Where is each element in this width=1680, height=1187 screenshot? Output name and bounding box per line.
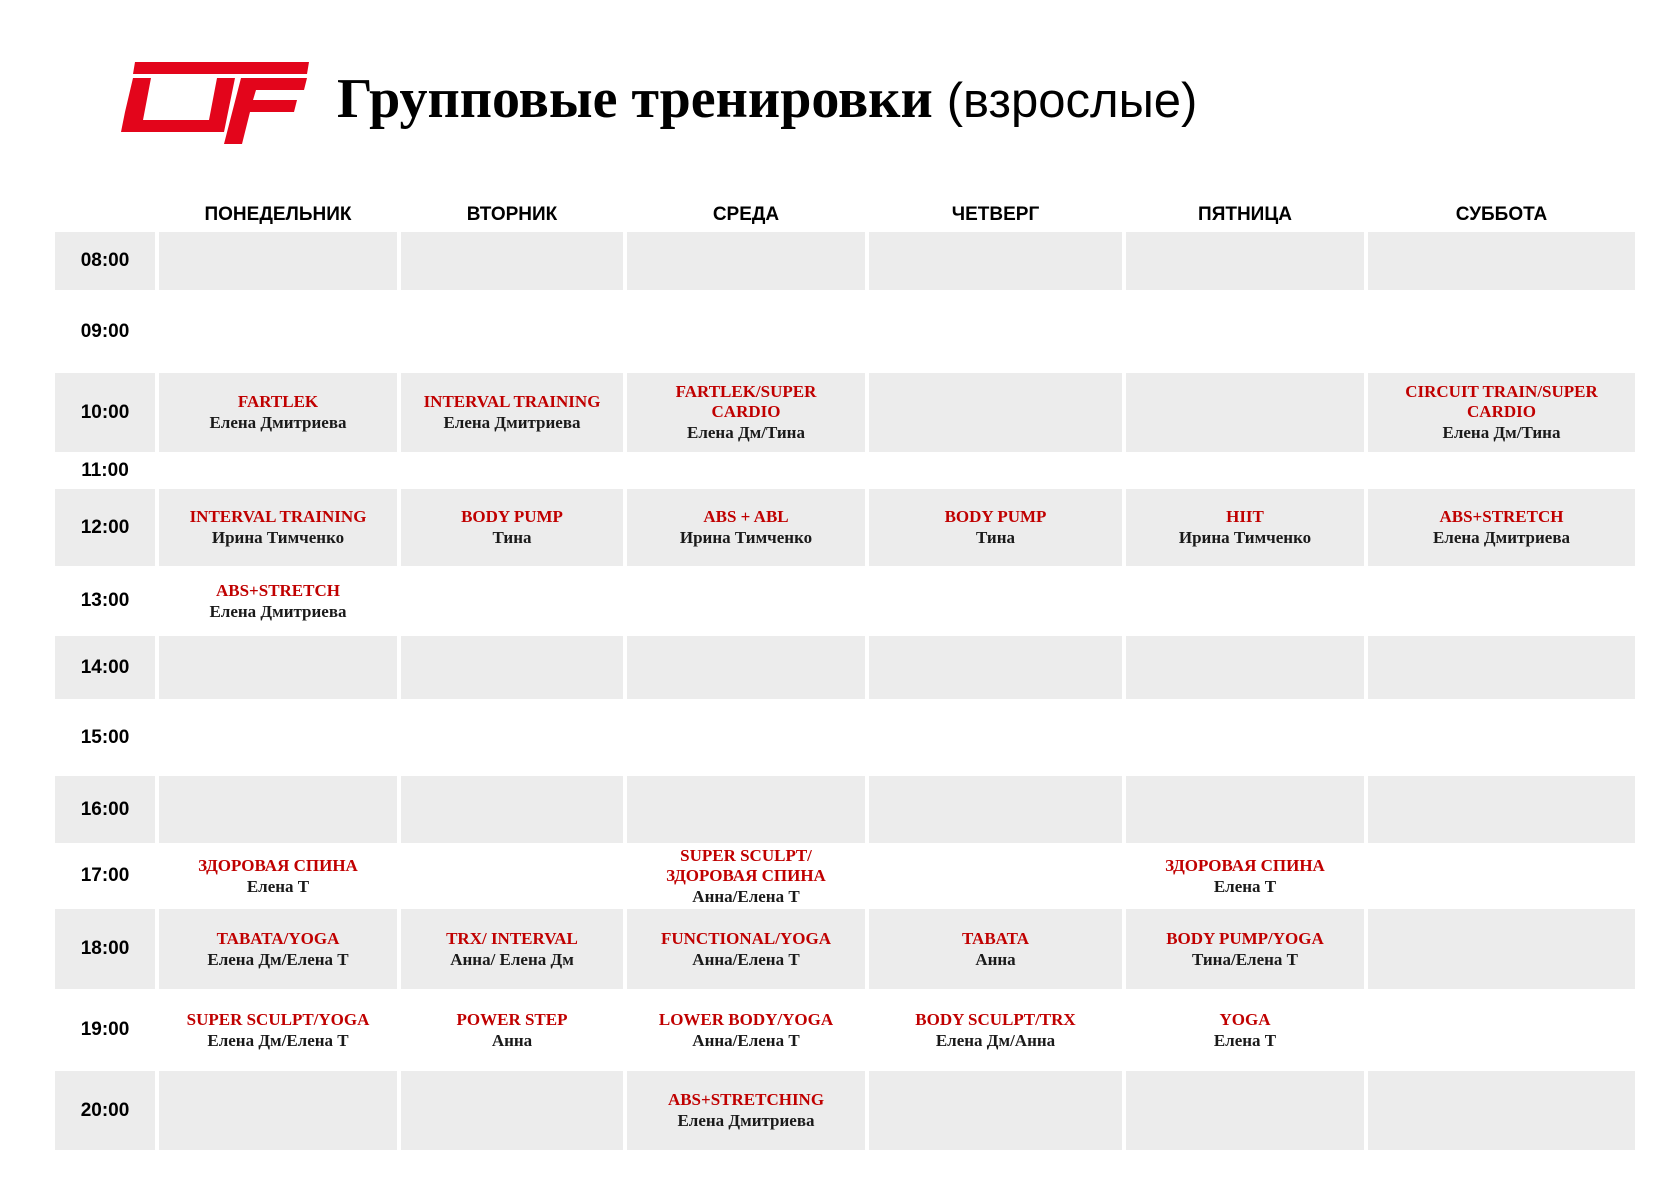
class-name: CIRCUIT TRAIN/SUPER CARDIO: [1405, 382, 1598, 421]
empty-slot: [1368, 909, 1635, 989]
class-slot: [159, 373, 397, 452]
class-slot: [1126, 989, 1364, 1071]
time-label: 17:00: [80, 865, 130, 886]
schedule-table: [51, 198, 1639, 1150]
empty-slot: [869, 290, 1122, 373]
day-header: СРЕДА: [712, 204, 780, 225]
class-name: INTERVAL TRAINING: [189, 507, 367, 526]
class-slot: [1368, 489, 1635, 566]
class-name: BODY PUMP: [461, 507, 563, 526]
class-name: BODY PUMP/YOGA: [1166, 928, 1324, 948]
empty-slot: [1368, 232, 1635, 290]
time-label: 11:00: [81, 459, 129, 481]
page-title-main: Групповые тренировки: [337, 68, 933, 130]
empty-slot: [401, 843, 623, 909]
class-slot: [627, 489, 865, 566]
time-label: 15:00: [80, 726, 130, 748]
class-slot: [627, 989, 865, 1071]
time-row-1200: [55, 489, 1635, 566]
empty-slot: [627, 566, 865, 636]
uf-logo-mark: [121, 62, 309, 144]
class-name: YOGA: [1219, 1009, 1271, 1029]
empty-slot: [159, 232, 397, 290]
class-slot: [869, 989, 1122, 1071]
empty-slot: [159, 290, 397, 373]
class-slot: [627, 373, 865, 452]
time-row-1500: [55, 699, 1635, 776]
empty-slot: [1126, 776, 1364, 843]
class-slot: [401, 909, 623, 989]
time-label: 18:00: [55, 909, 155, 989]
trainer-name: Тина/Елена Т: [1191, 949, 1299, 969]
class-slot: [401, 373, 623, 452]
trainer-name: Анна: [975, 949, 1016, 969]
class-name: ABS+STRETCH: [1439, 507, 1564, 526]
class-name: POWER STEP: [456, 1009, 568, 1029]
time-row-0800: [55, 232, 1635, 290]
time-column-header: [55, 198, 155, 232]
class-slot: [159, 566, 397, 636]
class-name: ABS+STRETCHING: [667, 1090, 825, 1109]
empty-slot: [1368, 636, 1635, 699]
empty-slot: [1368, 776, 1635, 843]
time-row-1700: [55, 843, 1635, 909]
empty-slot: [1126, 373, 1364, 452]
class-name: TABATA: [961, 928, 1030, 948]
trainer-name: Елена Дмитриева: [209, 413, 347, 432]
class-name: ЗДОРОВАЯ СПИНА: [1165, 855, 1325, 875]
trainer-name: Анна: [491, 1030, 533, 1050]
schedule-body: [55, 232, 1635, 1150]
time-label: 13:00: [80, 590, 130, 611]
empty-slot: [1368, 989, 1635, 1071]
trainer-name: Тина: [492, 528, 532, 547]
empty-slot: [627, 232, 865, 290]
class-name: LOWER BODY/YOGA: [658, 1009, 834, 1029]
class-name: FARTLEK: [237, 392, 319, 411]
time-row-1100: [55, 452, 1635, 489]
empty-slot: [1126, 566, 1364, 636]
time-label: 16:00: [55, 776, 155, 843]
empty-slot: [401, 1071, 623, 1150]
empty-slot: [869, 636, 1122, 699]
class-slot: [627, 843, 865, 909]
page-title: [337, 64, 1197, 134]
class-name: ЗДОРОВАЯ СПИНА: [198, 855, 358, 875]
class-slot: [1368, 373, 1635, 452]
empty-slot: [627, 452, 865, 489]
class-slot: [869, 909, 1122, 989]
empty-slot: [1126, 452, 1364, 489]
day-header: ПЯТНИЦА: [1198, 204, 1292, 225]
time-label: 08:00: [55, 232, 155, 290]
trainer-name: Анна/Елена Т: [692, 1030, 800, 1050]
empty-slot: [1368, 290, 1635, 373]
class-slot: [1126, 843, 1364, 909]
uf-logo: [121, 62, 309, 144]
trainer-name: Елена Дм/Тина: [1442, 423, 1561, 442]
day-header: ЧЕТВЕРГ: [951, 204, 1040, 225]
trainer-name: Елена Дмитриева: [677, 1111, 815, 1130]
time-row-1600: [55, 776, 1635, 843]
empty-slot: [1126, 699, 1364, 776]
empty-slot: [869, 776, 1122, 843]
empty-slot: [627, 776, 865, 843]
trainer-name: Елена Дмитриева: [1432, 528, 1571, 547]
class-name: ABS+STRETCH: [215, 580, 340, 600]
trainer-name: Анна/Елена Т: [692, 886, 800, 906]
empty-slot: [869, 843, 1122, 909]
trainer-name: Тина: [975, 528, 1015, 547]
class-slot: [401, 489, 623, 566]
trainer-name: Ирина Тимченко: [211, 528, 345, 547]
empty-slot: [869, 452, 1122, 489]
empty-slot: [1368, 1071, 1635, 1150]
empty-slot: [869, 373, 1122, 452]
class-name: TRX/ INTERVAL: [446, 928, 578, 948]
time-label: 19:00: [80, 1019, 130, 1040]
time-row-1400: [55, 636, 1635, 699]
empty-slot: [159, 452, 397, 489]
empty-slot: [627, 699, 865, 776]
empty-slot: [401, 699, 623, 776]
trainer-name: Ирина Тимченко: [679, 528, 813, 547]
trainer-name: Елена Дм/Елена Т: [207, 949, 349, 969]
empty-slot: [401, 636, 623, 699]
class-name: TABATA/YOGA: [216, 928, 340, 948]
trainer-name: Елена Т: [1213, 1030, 1277, 1050]
empty-slot: [159, 776, 397, 843]
days-header-row: [55, 198, 1635, 232]
class-slot: [627, 1071, 865, 1150]
page-title-subtitle: (взрослые): [946, 74, 1198, 128]
time-row-1000: [55, 373, 1635, 452]
time-row-1900: [55, 989, 1635, 1071]
empty-slot: [1368, 699, 1635, 776]
time-label: 20:00: [55, 1071, 155, 1150]
empty-slot: [401, 452, 623, 489]
trainer-name: Анна/ Елена Дм: [450, 949, 574, 969]
class-slot: [627, 909, 865, 989]
time-label: 09:00: [80, 320, 130, 342]
class-name: INTERVAL TRAINING: [423, 392, 601, 411]
time-label: 12:00: [55, 489, 155, 566]
class-name: FARTLEK/SUPER CARDIO: [675, 382, 817, 421]
empty-slot: [627, 636, 865, 699]
class-slot: [159, 989, 397, 1071]
day-header: СУББОТА: [1455, 204, 1548, 225]
empty-slot: [159, 699, 397, 776]
day-header: ВТОРНИК: [466, 204, 558, 225]
empty-slot: [401, 776, 623, 843]
empty-slot: [869, 699, 1122, 776]
class-slot: [1126, 909, 1364, 989]
class-slot: [401, 989, 623, 1071]
empty-slot: [1126, 290, 1364, 373]
class-slot: [1126, 489, 1364, 566]
empty-slot: [1126, 1071, 1364, 1150]
empty-slot: [1368, 452, 1635, 489]
trainer-name: Елена Дмитриева: [443, 413, 581, 432]
time-label: 10:00: [55, 373, 155, 452]
trainer-name: Елена Т: [1213, 876, 1277, 896]
trainer-name: Елена Дмитриева: [209, 601, 347, 621]
class-slot: [159, 489, 397, 566]
class-slot: [159, 843, 397, 909]
trainer-name: Елена Дм/Анна: [935, 1030, 1056, 1050]
empty-slot: [1368, 843, 1635, 909]
class-name: BODY PUMP: [944, 507, 1047, 526]
class-name: SUPER SCULPT/YOGA: [186, 1009, 370, 1029]
empty-slot: [159, 1071, 397, 1150]
day-header: ПОНЕДЕЛЬНИК: [204, 204, 352, 225]
class-name: HIIT: [1226, 507, 1264, 526]
empty-slot: [869, 1071, 1122, 1150]
class-name: BODY SCULPT/TRX: [915, 1009, 1076, 1029]
time-row-2000: [55, 1071, 1635, 1150]
time-row-1300: [55, 566, 1635, 636]
trainer-name: Елена Дм/Елена Т: [207, 1030, 349, 1050]
empty-slot: [1126, 232, 1364, 290]
class-name: ABS + ABL: [703, 507, 789, 526]
time-row-1800: [55, 909, 1635, 989]
trainer-name: Елена Т: [246, 876, 310, 896]
class-name: FUNCTIONAL/YOGA: [660, 928, 831, 948]
empty-slot: [401, 290, 623, 373]
empty-slot: [627, 290, 865, 373]
trainer-name: Елена Дм/Тина: [687, 423, 805, 442]
empty-slot: [869, 566, 1122, 636]
class-slot: [159, 909, 397, 989]
empty-slot: [1126, 636, 1364, 699]
empty-slot: [869, 232, 1122, 290]
time-row-0900: [55, 290, 1635, 373]
trainer-name: Анна/Елена Т: [692, 949, 800, 969]
time-label: 14:00: [55, 636, 155, 699]
empty-slot: [401, 566, 623, 636]
empty-slot: [159, 636, 397, 699]
trainer-name: Ирина Тимченко: [1178, 528, 1312, 547]
class-name: SUPER SCULPT/ ЗДОРОВАЯ СПИНА: [666, 845, 826, 885]
class-slot: [869, 489, 1122, 566]
empty-slot: [401, 232, 623, 290]
empty-slot: [1368, 566, 1635, 636]
